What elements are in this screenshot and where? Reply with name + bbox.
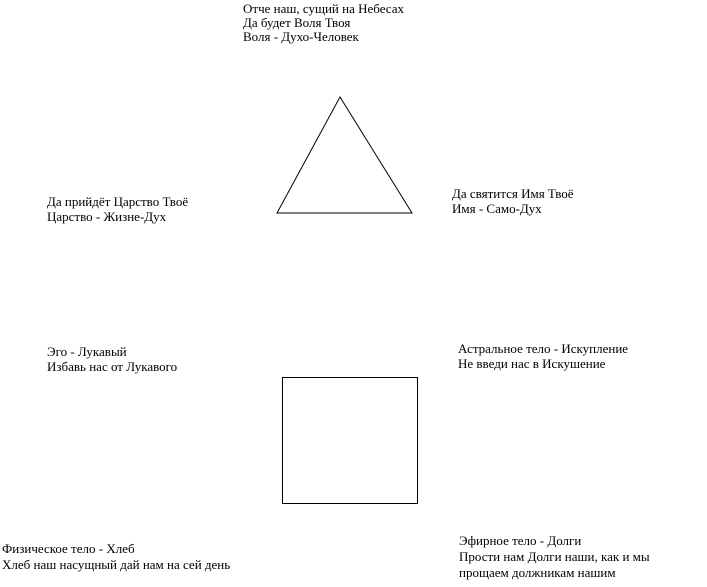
prayer-block-name [452,186,574,216]
triangle-outline-icon [270,90,420,220]
prayer-block-etheric-debts [459,533,650,581]
text-line: Астральное тело - Искупление [458,341,629,356]
text-line: Воля - Духо-Человек [243,29,359,44]
text-line: Да будет Воля Твоя [243,15,351,30]
prayer-block-ego-evil [47,344,177,374]
prayer-block-heaven-will [243,2,404,44]
text-line: Физическое тело - Хлеб [2,541,135,556]
square-shape [282,377,418,504]
prayer-block-kingdom [47,194,188,224]
triangle-shape [270,90,420,220]
text-line: прощаем должникам нашим [459,565,616,580]
prayer-block-astral-temptation [458,341,628,371]
text-line: Прости нам Долги наши, как и мы [459,549,650,564]
text-line: Хлеб наш насущный дай нам на сей день [2,557,231,572]
prayer-block-physical-bread [2,541,230,573]
text-line: Не введи нас в Искушение [458,356,606,371]
text-line: Эго - Лукавый [47,344,127,359]
text-line: Да прийдёт Царство Твоё [47,194,189,209]
text-line: Царство - Жизне-Дух [47,209,167,224]
text-line: Отче наш, сущий на Небесах [243,1,405,16]
text-line: Да святится Имя Твоё [452,186,574,201]
text-line: Эфирное тело - Долги [459,533,582,548]
text-line: Имя - Само-Дух [452,201,542,216]
text-line: Избавь нас от Лукавого [47,359,178,374]
